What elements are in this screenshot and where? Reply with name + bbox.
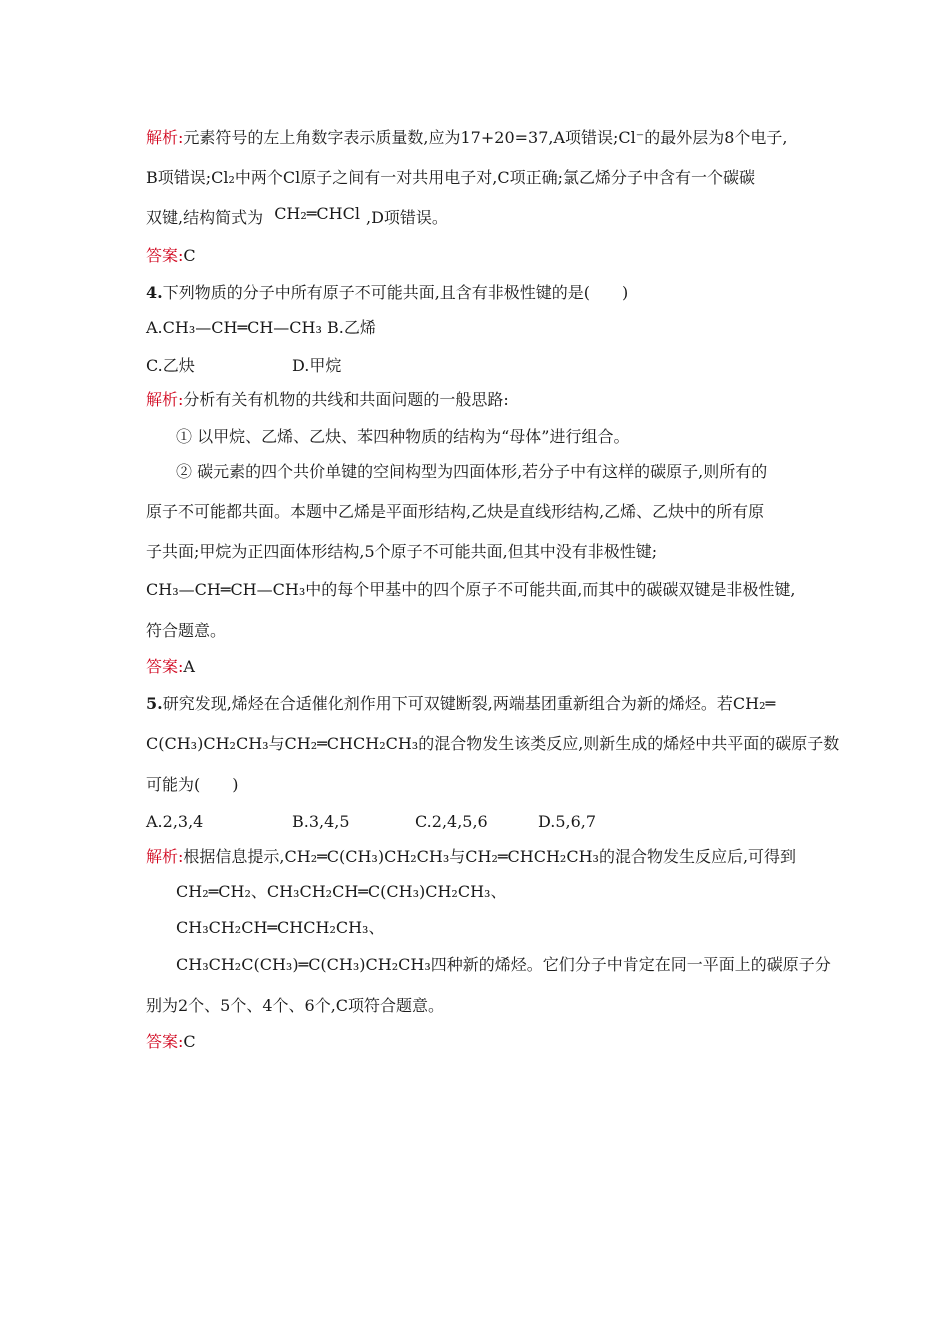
- q5-option-d: D.5,6,7: [538, 812, 597, 831]
- analysis-label: 解析:: [146, 390, 184, 409]
- q4-analysis-line-7: [146, 621, 226, 641]
- q4-analysis-text-1: 分析有关有机物的共线和共面问题的一般思路:: [183, 390, 509, 409]
- q4-analysis-text-6: CH₃—CH═CH—CH₃中的每个甲基中的四个原子不可能共面,而其中的碳碳双键是非极性键,: [146, 580, 796, 599]
- q5-answer-line: [146, 1032, 196, 1052]
- q5-stem-2: C(CH₃)CH₂CH₃与CH₂═CHCH₂CH₃的混合物发生该类反应,则新生成的烯烃中共平面的碳原子数: [146, 734, 840, 753]
- q3-answer: C: [183, 246, 196, 265]
- q4-analysis-line-1: [146, 390, 509, 410]
- answer-label: 答案:: [146, 1032, 184, 1051]
- q4-analysis-text-7: 符合题意。: [146, 621, 227, 640]
- q4-stem-line: [146, 283, 628, 303]
- q4-options-cd: [146, 356, 341, 376]
- q4-option-d: D.甲烷: [292, 356, 342, 375]
- q5-analysis-line-5: [146, 996, 444, 1016]
- q5-analysis-text-2: CH₂═CH₂、CH₃CH₂CH═C(CH₃)CH₂CH₃、: [176, 882, 507, 901]
- q5-stem-1: 研究发现,烯烃在合适催化剂作用下可双键断裂,两端基团重新组合为新的烯烃。若CH₂═: [162, 694, 776, 713]
- q4-option-c: C.乙炔: [146, 356, 195, 375]
- q5-number: 5.: [146, 694, 163, 713]
- q5-analysis-line-3: [176, 918, 384, 938]
- vinyl-chloride-formula: CH₂═CHCl: [274, 204, 360, 223]
- q4-number: 4.: [146, 283, 163, 302]
- q5-analysis-line-2: [176, 882, 506, 902]
- q3-analysis-line-2: [146, 168, 755, 188]
- q3-analysis-line-3: [146, 204, 448, 228]
- q5-analysis-text-5: 别为2个、5个、4个、6个,C项符合题意。: [146, 996, 445, 1015]
- q5-stem-line-2: [146, 734, 839, 754]
- q5-analysis-line-4: [176, 955, 831, 975]
- answer-label: 答案:: [146, 246, 184, 265]
- q5-stem-line-3: [146, 775, 239, 795]
- q4-analysis-line-5: [146, 542, 657, 562]
- q5-analysis-text-1: 根据信息提示,CH₂═C(CH₃)CH₂CH₃与CH₂═CHCH₂CH₃的混合物发生反应后,可得到: [183, 847, 797, 866]
- q5-stem-line-1: [146, 694, 775, 714]
- q3-analysis-text-3: 双键,结构简式为: [146, 208, 264, 227]
- q5-analysis-text-4: CH₃CH₂C(CH₃)═C(CH₃)CH₂CH₃四种新的烯烃。它们分子中肯定在同一平面上的碳原子分: [176, 955, 831, 974]
- q5-option-b: B.3,4,5: [292, 812, 350, 831]
- q3-analysis-text-1: 元素符号的左上角数字表示质量数,应为17+20=37,A项错误;Cl⁻的最外层为8个电子,: [183, 128, 788, 147]
- q4-options-ab: [146, 318, 376, 338]
- answer-label: 答案:: [146, 657, 184, 676]
- q4-analysis-text-3: ② 碳元素的四个共价单键的空间构型为四面体形,若分子中有这样的碳原子,则所有的: [176, 462, 768, 481]
- q4-analysis-line-3: [176, 462, 767, 482]
- q4-analysis-text-5: 子共面;甲烷为正四面体形结构,5个原子不可能共面,但其中没有非极性键;: [146, 542, 658, 561]
- q4-answer: A: [183, 657, 195, 676]
- q3-analysis-line-1: [146, 128, 788, 148]
- q5-analysis-text-3: CH₃CH₂CH═CHCH₂CH₃、: [176, 918, 385, 937]
- q5-analysis-line-1: [146, 847, 796, 867]
- q4-option-b: B.乙烯: [326, 318, 376, 337]
- q5-stem-3: 可能为( ): [146, 775, 239, 794]
- q4-analysis-text-4: 原子不可能都共面。本题中乙烯是平面形结构,乙炔是直线形结构,乙烯、乙炔中的所有原: [146, 502, 765, 521]
- q5-option-c: C.2,4,5,6: [415, 812, 488, 831]
- q3-answer-line: [146, 246, 196, 266]
- q5-answer: C: [183, 1032, 196, 1051]
- q4-analysis-line-4: [146, 502, 764, 522]
- q4-analysis-line-6: [146, 580, 795, 600]
- analysis-label: 解析:: [146, 128, 184, 147]
- q5-option-a: A.2,3,4: [146, 812, 204, 831]
- q4-analysis-line-2: [176, 427, 629, 447]
- q3-analysis-text-3b: ,D项错误。: [365, 208, 448, 227]
- q3-analysis-text-2: B项错误;Cl₂中两个Cl原子之间有一对共用电子对,C项正确;氯乙烯分子中含有一个碳碳: [146, 168, 756, 187]
- q4-answer-line: [146, 657, 195, 677]
- q5-options: [146, 812, 596, 832]
- q4-option-a: A.CH₃—CH═CH—CH₃: [146, 318, 322, 337]
- q4-analysis-text-2: ① 以甲烷、乙烯、乙炔、苯四种物质的结构为“母体”进行组合。: [176, 427, 630, 446]
- analysis-label: 解析:: [146, 847, 184, 866]
- q4-stem: 下列物质的分子中所有原子不可能共面,且含有非极性键的是( ): [162, 283, 629, 302]
